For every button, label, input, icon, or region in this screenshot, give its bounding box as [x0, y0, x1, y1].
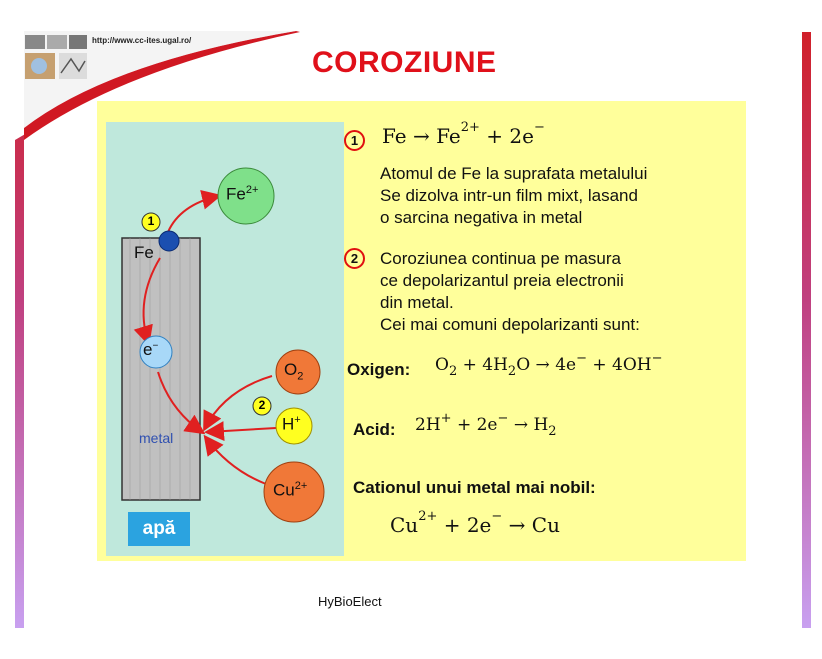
step2-line: din metal.	[380, 293, 454, 312]
metal-bar	[122, 238, 200, 500]
step2-line: Coroziunea continua pe masura	[380, 249, 621, 268]
metal-label: metal	[139, 430, 174, 446]
step1-line: o sarcina negativa in metal	[380, 208, 583, 227]
step1-equation: $Fe \to Fe^{2+} + 2e^-$	[382, 120, 545, 148]
o2-ion-label: $O_2$	[284, 360, 304, 383]
copper-arrow	[206, 438, 266, 484]
step1-line: Se dizolva intr-un film mixt, lasand	[380, 186, 638, 205]
cation-label: Cationul unui metal mai nobil:	[353, 478, 596, 497]
figure-step2-number: 2	[258, 398, 266, 412]
step2-line: ce depolarizantul preia electronii	[380, 271, 624, 290]
step1-description	[380, 163, 647, 229]
fe2-ion-label: $Fe^{2+}$	[226, 184, 259, 204]
electron-label: e−	[143, 340, 159, 359]
step2-description	[380, 248, 640, 336]
page-title: COROZIUNE	[312, 46, 497, 79]
step2-badge: 2	[344, 248, 365, 269]
oxygen-equation: $O_2 + 4H_2O \to 4e^- + 4OH^-$	[435, 351, 663, 379]
cation-equation: $Cu^{2+} + 2e^- \to Cu$	[390, 509, 560, 537]
figure-step1-number: 1	[147, 214, 155, 228]
fe-label: Fe	[134, 243, 154, 262]
oxygen-label: Oxigen:	[347, 360, 411, 379]
footer-text: HyBioElect	[318, 594, 382, 609]
h-ion-label: H+	[282, 414, 301, 434]
hydrogen-arrow	[208, 428, 276, 432]
cu2-ion-label: $Cu^{2+}$	[273, 480, 308, 500]
step1-badge: 1	[344, 130, 365, 151]
acid-equation: $2H^+ + 2e^- \to H_2$	[415, 411, 557, 439]
acid-label: Acid:	[353, 420, 396, 439]
site-url-link[interactable]: http://www.cc-ites.ugal.ro/	[92, 36, 192, 45]
water-label: apă	[128, 512, 190, 546]
dissolution-arrow	[168, 196, 218, 232]
step2-line: Cei mai comuni depolarizanti sunt:	[380, 315, 640, 334]
step1-line: Atomul de Fe la suprafata metalului	[380, 164, 648, 183]
fe-atom	[159, 231, 179, 251]
